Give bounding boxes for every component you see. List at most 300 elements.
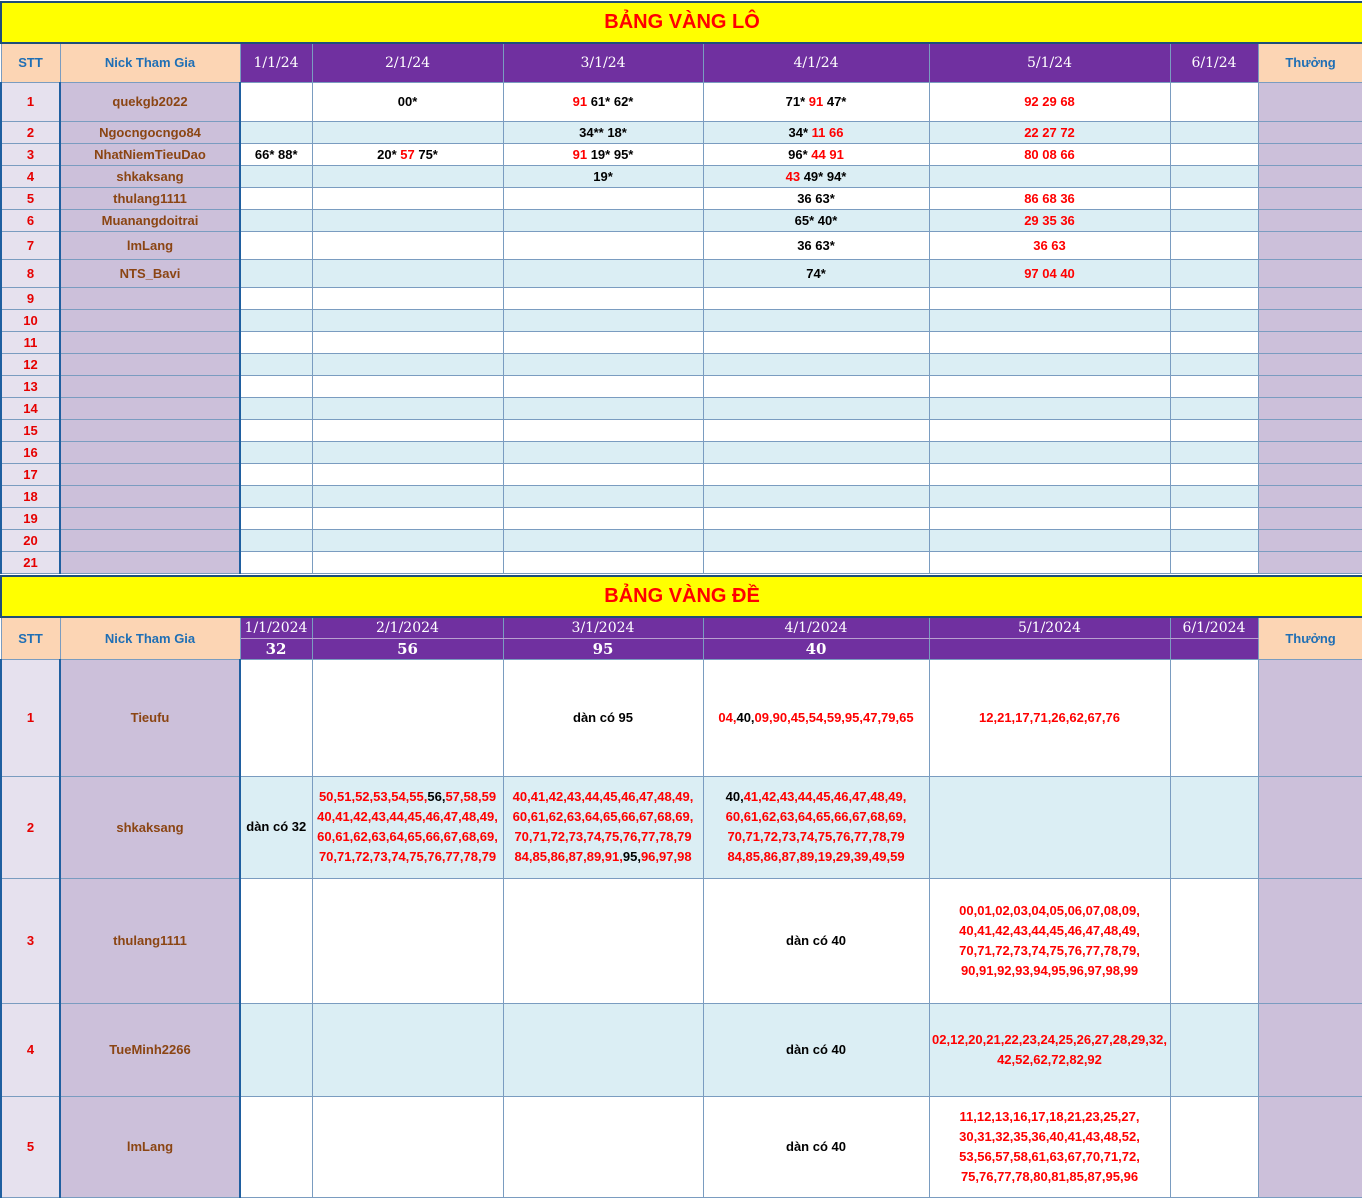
table-row: [1, 287, 1362, 309]
row-prize: [1258, 659, 1362, 776]
day-cell-3: [503, 1096, 703, 1197]
cell-segment: 75,76,77,78,80,81,85,87,95,96: [960, 1168, 1139, 1184]
cell-segment: 70,71,72,73,74,75,76,77,78,79: [318, 849, 497, 864]
day-cell-2: [312, 419, 503, 441]
day-cell-5: [929, 187, 1170, 209]
row-stt: 14: [1, 397, 60, 419]
row-stt: 6: [1, 209, 60, 231]
day-cell-2: [312, 259, 503, 287]
cell-segment: 95,: [622, 849, 641, 864]
day-cell-3: [503, 209, 703, 231]
row-nick: [60, 529, 240, 551]
day-cell-2: [312, 143, 503, 165]
row-nick: thulang1111: [60, 878, 240, 1003]
row-prize: [1258, 121, 1362, 143]
day-cell-4: [703, 776, 929, 878]
day-cell-1: [240, 878, 312, 1003]
table-row: [1, 419, 1362, 441]
de-title: BẢNG VÀNG ĐỀ: [1, 576, 1362, 617]
day-cell-6: [1170, 331, 1258, 353]
day-cell-1: [240, 776, 312, 878]
day-cell-2: [312, 878, 503, 1003]
lo-header-date-6: 6/1/24: [1170, 43, 1258, 82]
cell-segment: 49* 94*: [800, 168, 847, 184]
day-cell-5: [929, 463, 1170, 485]
day-cell-1: [240, 309, 312, 331]
cell-segment: 42,52,62,72,82,92: [997, 1051, 1102, 1067]
de-result-4: 40: [703, 638, 929, 659]
day-cell-1: [240, 187, 312, 209]
cell-line: [504, 827, 703, 847]
de-header-date-5: 5/1/2024: [929, 617, 1170, 638]
cell-segment: 75*: [414, 146, 438, 162]
table-row: [1, 507, 1362, 529]
cell-segment: 61* 62*: [587, 94, 634, 109]
row-prize: [1258, 375, 1362, 397]
cell-line: [504, 787, 703, 807]
de-header-date-3: 3/1/2024: [503, 617, 703, 638]
table-row: [1, 187, 1362, 209]
day-cell-5: [929, 1003, 1170, 1096]
cell-segment: 56,: [427, 789, 446, 804]
row-nick: [60, 375, 240, 397]
day-cell-3: [503, 375, 703, 397]
row-prize: [1258, 551, 1362, 573]
day-cell-6: [1170, 309, 1258, 331]
de-result-6: [1170, 638, 1258, 659]
row-prize: [1258, 1096, 1362, 1197]
cell-segment: 65* 40*: [794, 212, 838, 228]
day-cell-5: [929, 507, 1170, 529]
day-cell-5: [929, 551, 1170, 573]
day-cell-2: [312, 485, 503, 507]
row-stt: 10: [1, 309, 60, 331]
day-cell-3: [503, 121, 703, 143]
cell-segment: 30,31,32,35,36,40,41,43,48,52,: [959, 1128, 1140, 1144]
cell-segment: 60,61,62,63,64,65,66,67,68,69,: [512, 809, 694, 824]
day-cell-3: [503, 353, 703, 375]
day-cell-4: [703, 463, 929, 485]
row-nick: shkaksang: [60, 776, 240, 878]
day-cell-4: [703, 529, 929, 551]
row-nick: TueMinh2266: [60, 1003, 240, 1096]
cell-line: [241, 817, 312, 837]
day-cell-5: [929, 209, 1170, 231]
row-nick: lmLang: [60, 1096, 240, 1197]
cell-segment: 57: [400, 146, 415, 162]
day-cell-3: [503, 463, 703, 485]
day-cell-1: [240, 82, 312, 121]
day-cell-1: [240, 231, 312, 259]
day-cell-5: [929, 1096, 1170, 1197]
row-nick: [60, 287, 240, 309]
day-cell-5: [929, 529, 1170, 551]
cell-segment: 70,71,72,73,74,75,76,77,78,79,: [959, 942, 1140, 958]
day-cell-2: [312, 375, 503, 397]
day-cell-2: [312, 353, 503, 375]
day-cell-5: [929, 441, 1170, 463]
lo-header-stt: STT: [1, 43, 60, 82]
cell-line: [930, 901, 1170, 921]
day-cell-4: [703, 1096, 929, 1197]
cell-line: [704, 1137, 929, 1157]
day-cell-6: [1170, 209, 1258, 231]
cell-line: [930, 961, 1170, 981]
cell-segment: 92 29 68: [1024, 94, 1075, 109]
day-cell-2: [312, 309, 503, 331]
row-stt: 17: [1, 463, 60, 485]
day-cell-5: [929, 259, 1170, 287]
cell-line: [930, 921, 1170, 941]
cell-segment: 40,41,42,43,44,45,46,47,48,49,: [317, 809, 498, 824]
day-cell-2: [312, 507, 503, 529]
de-header-nick: Nick Tham Gia: [60, 617, 240, 659]
row-nick: [60, 485, 240, 507]
de-result-5: [929, 638, 1170, 659]
day-cell-2: [312, 287, 503, 309]
day-cell-6: [1170, 485, 1258, 507]
row-stt: 21: [1, 551, 60, 573]
row-prize: [1258, 441, 1362, 463]
day-cell-2: [312, 231, 503, 259]
day-cell-4: [703, 353, 929, 375]
cell-line: [704, 708, 929, 728]
cell-segment: 60,61,62,63,64,65,66,67,68,69,: [725, 809, 907, 824]
table-row: [1, 353, 1362, 375]
table-row: [1, 878, 1362, 1003]
cell-segment: 97 04 40: [1024, 265, 1075, 281]
day-cell-5: [929, 231, 1170, 259]
table-row: [1, 143, 1362, 165]
row-prize: [1258, 1003, 1362, 1096]
day-cell-4: [703, 143, 929, 165]
cell-segment: 90,91,92,93,94,95,96,97,98,99: [960, 962, 1139, 978]
day-cell-2: [312, 463, 503, 485]
day-cell-6: [1170, 259, 1258, 287]
cell-line: [704, 847, 929, 867]
lo-header-date-5: 5/1/24: [929, 43, 1170, 82]
row-prize: [1258, 231, 1362, 259]
cell-line: [930, 941, 1170, 961]
day-cell-4: [703, 551, 929, 573]
cell-line: [704, 827, 929, 847]
day-cell-2: [312, 441, 503, 463]
row-nick: [60, 353, 240, 375]
row-prize: [1258, 143, 1362, 165]
row-stt: 3: [1, 878, 60, 1003]
cell-line: [930, 1107, 1170, 1127]
day-cell-4: [703, 82, 929, 121]
cell-line: [930, 1167, 1170, 1187]
row-stt: 7: [1, 231, 60, 259]
cell-segment: 19* 95*: [587, 146, 634, 162]
de-header-date-1: 1/1/2024: [240, 617, 312, 638]
table-row: [1, 82, 1362, 121]
cell-segment: 40,: [736, 709, 755, 725]
day-cell-4: [703, 187, 929, 209]
day-cell-5: [929, 878, 1170, 1003]
cell-line: [930, 1050, 1170, 1070]
day-cell-1: [240, 165, 312, 187]
day-cell-5: [929, 143, 1170, 165]
row-stt: 19: [1, 507, 60, 529]
day-cell-4: [703, 397, 929, 419]
row-nick: NTS_Bavi: [60, 259, 240, 287]
lo-header-date-3: 3/1/24: [503, 43, 703, 82]
cell-line: [704, 1040, 929, 1060]
cell-line: [704, 787, 929, 807]
day-cell-5: [929, 309, 1170, 331]
day-cell-3: [503, 878, 703, 1003]
cell-segment: 71*: [785, 94, 809, 109]
cell-segment: 66* 88*: [254, 146, 298, 162]
cell-segment: dàn có 32: [246, 819, 307, 834]
day-cell-4: [703, 287, 929, 309]
day-cell-5: [929, 331, 1170, 353]
row-nick: NhatNiemTieuDao: [60, 143, 240, 165]
table-row: [1, 121, 1362, 143]
day-cell-6: [1170, 776, 1258, 878]
day-cell-6: [1170, 529, 1258, 551]
row-stt: 18: [1, 485, 60, 507]
cell-line: [930, 1147, 1170, 1167]
day-cell-1: [240, 259, 312, 287]
row-stt: 2: [1, 121, 60, 143]
day-cell-6: [1170, 121, 1258, 143]
day-cell-2: [312, 1003, 503, 1096]
day-cell-6: [1170, 419, 1258, 441]
cell-segment: 84,85,86,87,89,19,29,39,49,59: [727, 849, 905, 864]
row-nick: [60, 441, 240, 463]
row-prize: [1258, 259, 1362, 287]
row-stt: 9: [1, 287, 60, 309]
cell-segment: 34** 18*: [579, 124, 627, 140]
day-cell-6: [1170, 187, 1258, 209]
cell-segment: 53,56,57,58,61,63,67,70,71,72,: [959, 1148, 1140, 1164]
day-cell-1: [240, 551, 312, 573]
row-nick: [60, 397, 240, 419]
day-cell-6: [1170, 375, 1258, 397]
day-cell-4: [703, 485, 929, 507]
cell-segment: 96,97,98: [640, 849, 692, 864]
cell-segment: 29 35 36: [1024, 212, 1075, 228]
de-header-date-6: 6/1/2024: [1170, 617, 1258, 638]
day-cell-1: [240, 1003, 312, 1096]
table-row: [1, 659, 1362, 776]
cell-segment: 40,41,42,43,44,45,46,47,48,49,: [959, 922, 1140, 938]
row-prize: [1258, 187, 1362, 209]
row-nick: thulang1111: [60, 187, 240, 209]
row-prize: [1258, 82, 1362, 121]
day-cell-1: [240, 121, 312, 143]
day-cell-1: [240, 507, 312, 529]
day-cell-4: [703, 231, 929, 259]
day-cell-3: [503, 441, 703, 463]
cell-line: [313, 807, 503, 827]
cell-line: [704, 807, 929, 827]
day-cell-6: [1170, 551, 1258, 573]
row-nick: [60, 309, 240, 331]
cell-line: [313, 847, 503, 867]
row-stt: 5: [1, 1096, 60, 1197]
cell-segment: 04,: [718, 709, 737, 725]
cell-line: [504, 847, 703, 867]
row-nick: shkaksang: [60, 165, 240, 187]
table-row: [1, 375, 1362, 397]
day-cell-2: [312, 82, 503, 121]
cell-segment: 12,21,17,71,26,62,67,76: [979, 709, 1120, 725]
de-header-date-4: 4/1/2024: [703, 617, 929, 638]
cell-line: [930, 708, 1170, 728]
day-cell-2: [312, 165, 503, 187]
row-nick: [60, 331, 240, 353]
row-stt: 13: [1, 375, 60, 397]
cell-line: [504, 807, 703, 827]
row-prize: [1258, 331, 1362, 353]
cell-segment: 84,85,86,87,89,91,: [514, 849, 623, 864]
lo-table: [0, 1, 1362, 574]
cell-segment: 22 27 72: [1024, 124, 1075, 140]
row-nick: [60, 419, 240, 441]
cell-segment: 00*: [397, 94, 418, 109]
day-cell-1: [240, 375, 312, 397]
lo-header-date-2: 2/1/24: [312, 43, 503, 82]
day-cell-3: [503, 165, 703, 187]
day-cell-2: [312, 776, 503, 878]
day-cell-1: [240, 441, 312, 463]
day-cell-2: [312, 551, 503, 573]
cell-segment: 57,58,59: [445, 789, 497, 804]
cell-segment: dàn có 40: [786, 1041, 846, 1057]
day-cell-3: [503, 419, 703, 441]
row-prize: [1258, 353, 1362, 375]
table-row: [1, 441, 1362, 463]
row-nick: [60, 507, 240, 529]
day-cell-5: [929, 397, 1170, 419]
lo-header-date-4: 4/1/24: [703, 43, 929, 82]
day-cell-4: [703, 309, 929, 331]
day-cell-4: [703, 1003, 929, 1096]
row-prize: [1258, 507, 1362, 529]
day-cell-4: [703, 165, 929, 187]
de-table: [0, 575, 1362, 1198]
row-prize: [1258, 165, 1362, 187]
day-cell-6: [1170, 441, 1258, 463]
day-cell-3: [503, 143, 703, 165]
day-cell-3: [503, 187, 703, 209]
day-cell-6: [1170, 82, 1258, 121]
day-cell-1: [240, 463, 312, 485]
day-cell-5: [929, 485, 1170, 507]
cell-line: [504, 708, 703, 728]
day-cell-6: [1170, 165, 1258, 187]
day-cell-2: [312, 121, 503, 143]
day-cell-3: [503, 507, 703, 529]
day-cell-5: [929, 121, 1170, 143]
lo-header-prize: Thưởng: [1258, 43, 1362, 82]
day-cell-4: [703, 659, 929, 776]
day-cell-5: [929, 287, 1170, 309]
day-cell-3: [503, 259, 703, 287]
day-cell-1: [240, 209, 312, 231]
cell-segment: dàn có 40: [786, 932, 846, 948]
table-row: [1, 463, 1362, 485]
day-cell-1: [240, 529, 312, 551]
day-cell-4: [703, 419, 929, 441]
day-cell-3: [503, 231, 703, 259]
lo-header-date-1: 1/1/24: [240, 43, 312, 82]
row-stt: 1: [1, 82, 60, 121]
day-cell-4: [703, 121, 929, 143]
row-nick: lmLang: [60, 231, 240, 259]
day-cell-6: [1170, 463, 1258, 485]
row-prize: [1258, 485, 1362, 507]
cell-segment: 02,12,20,21,22,23,24,25,26,27,28,29,32,: [932, 1031, 1167, 1047]
day-cell-2: [312, 187, 503, 209]
cell-segment: 36 63: [1033, 237, 1066, 253]
cell-segment: 00,01,02,03,04,05,06,07,08,09,: [959, 902, 1140, 918]
row-prize: [1258, 209, 1362, 231]
cell-segment: 36 63*: [797, 190, 835, 206]
de-header-date-2: 2/1/2024: [312, 617, 503, 638]
cell-segment: 40,41,42,43,44,45,46,47,48,49,: [512, 789, 694, 804]
cell-segment: 41,42,43,44,45,46,47,48,49,: [743, 789, 907, 804]
row-prize: [1258, 463, 1362, 485]
cell-segment: dàn có 40: [786, 1138, 846, 1154]
day-cell-6: [1170, 231, 1258, 259]
day-cell-3: [503, 776, 703, 878]
cell-segment: 70,71,72,73,74,75,76,77,78,79: [514, 829, 692, 844]
table-row: [1, 165, 1362, 187]
row-prize: [1258, 529, 1362, 551]
day-cell-1: [240, 485, 312, 507]
day-cell-2: [312, 397, 503, 419]
row-stt: 5: [1, 187, 60, 209]
day-cell-5: [929, 82, 1170, 121]
day-cell-1: [240, 659, 312, 776]
table-row: [1, 231, 1362, 259]
day-cell-1: [240, 1096, 312, 1197]
day-cell-3: [503, 1003, 703, 1096]
table-row: [1, 1003, 1362, 1096]
row-stt: 2: [1, 776, 60, 878]
day-cell-4: [703, 331, 929, 353]
lo-title: BẢNG VÀNG LÔ: [1, 2, 1362, 43]
day-cell-6: [1170, 878, 1258, 1003]
day-cell-1: [240, 287, 312, 309]
day-cell-4: [703, 209, 929, 231]
day-cell-2: [312, 331, 503, 353]
row-stt: 3: [1, 143, 60, 165]
cell-segment: 91: [808, 94, 824, 109]
row-nick: [60, 551, 240, 573]
table-row: [1, 776, 1362, 878]
day-cell-3: [503, 529, 703, 551]
cell-segment: 43: [785, 168, 801, 184]
day-cell-4: [703, 375, 929, 397]
cell-line: [313, 827, 503, 847]
day-cell-3: [503, 82, 703, 121]
row-stt: 4: [1, 1003, 60, 1096]
table-row: [1, 485, 1362, 507]
day-cell-6: [1170, 397, 1258, 419]
row-nick: Tieufu: [60, 659, 240, 776]
day-cell-2: [312, 1096, 503, 1197]
row-stt: 16: [1, 441, 60, 463]
day-cell-3: [503, 287, 703, 309]
day-cell-3: [503, 309, 703, 331]
day-cell-5: [929, 353, 1170, 375]
